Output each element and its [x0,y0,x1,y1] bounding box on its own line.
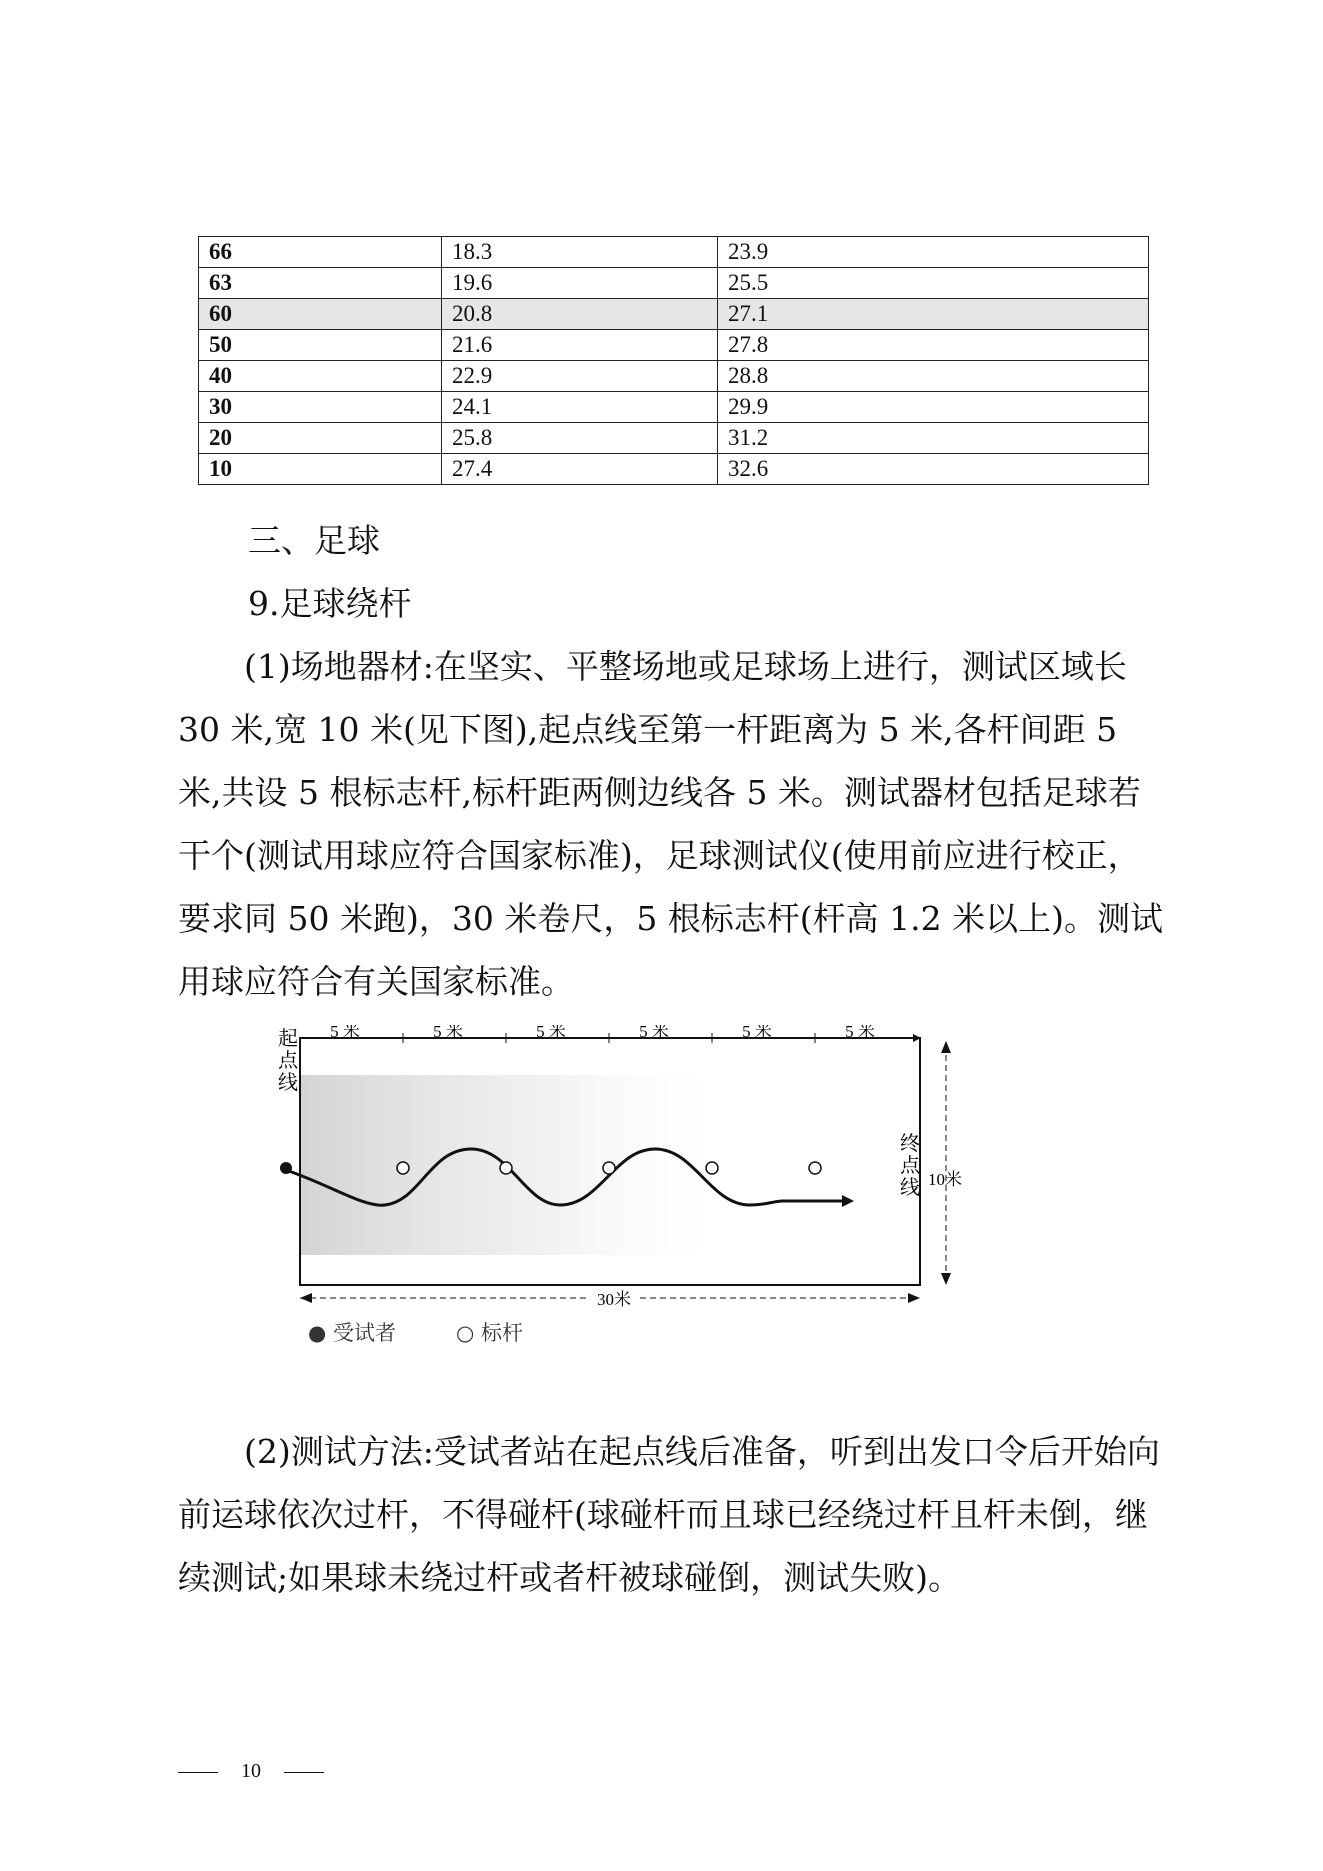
footer-dash-right: —— [284,1760,324,1782]
segment-label-5: 5 米 [742,1025,772,1041]
page-footer [178,1760,324,1783]
score-table [198,236,1149,485]
table-cell-score: 40 [199,361,442,392]
table-cell-b: 32.6 [718,454,1149,485]
table-row [199,299,1149,330]
table-cell-b: 25.5 [718,268,1149,299]
legend-testee [308,1317,396,1347]
table-row [199,237,1149,268]
table-row [199,423,1149,454]
table-cell-score: 63 [199,268,442,299]
pole-3 [603,1162,615,1174]
legend-pole-label: 标杆 [481,1321,524,1345]
segment-label-1: 5 米 [330,1025,360,1041]
table-row [199,361,1149,392]
table-cell-a: 24.1 [442,392,718,423]
table-cell-a: 22.9 [442,361,718,392]
table-cell-score: 66 [199,237,442,268]
item-heading: 9.足球绕杆 [248,584,412,623]
table-cell-score: 50 [199,330,442,361]
table-cell-b: 29.9 [718,392,1149,423]
table-row [199,392,1149,423]
table-cell-a: 18.3 [442,237,718,268]
table-cell-a: 27.4 [442,454,718,485]
table-cell-b: 27.8 [718,330,1149,361]
finish-line-label: 终点线 [900,1133,920,1199]
length-label: 30米 [597,1290,631,1309]
legend-testee-label: 受试者 [333,1321,397,1345]
segment-label-4: 5 米 [639,1025,669,1041]
legend-pole [456,1317,523,1347]
shaded-area [300,1075,730,1255]
test-method-paragraph: (2)测试方法:受试者站在起点线后准备，听到出发口令后开始向前运球依次过杆，不得碰杆(球碰杆而且球已经绕过杆且杆未倒，继续测试;如果球未绕过杆或者杆被球碰倒，测试失败)。 [178,1432,1160,1597]
table-row [199,268,1149,299]
table-cell-b: 23.9 [718,237,1149,268]
pole-2 [500,1162,512,1174]
page-number: 10 [241,1760,261,1782]
table-cell-a: 20.8 [442,299,718,330]
hollow-circle-icon: ○ [456,1321,475,1345]
footer-dash-left: —— [178,1760,218,1782]
table-cell-a: 25.8 [442,423,718,454]
table-row [199,330,1149,361]
table-cell-score: 60 [199,299,442,330]
filled-dot-icon: ● [308,1321,327,1345]
table-cell-b: 31.2 [718,423,1149,454]
pole-4 [706,1162,718,1174]
segment-label-3: 5 米 [536,1025,566,1041]
table-cell-score: 20 [199,423,442,454]
segment-label-2: 5 米 [433,1025,463,1041]
start-line-label: 起点线 [278,1028,298,1094]
venue-equipment-paragraph: (1)场地器材:在坚实、平整场地或足球场上进行，测试区域长 30 米,宽 10 米(见下图),起点线至第一杆距离为 5 米,各杆间距 5 米,共设 5 根标志杆,标杆距两侧边线各 5 米。测试器材包括足球若干个(测试用球应符合国家标准)，足球测试仪(使用前应进行校正，要求同 50 米跑)，30 米卷尺，5 根标志杆(杆高 1.2 米以上)。测试用球应符合有关国家标准。 [178,647,1164,1001]
width-label: 10米 [928,1170,962,1189]
table-row [199,454,1149,485]
pole-1 [397,1162,409,1174]
table-cell-b: 28.8 [718,361,1149,392]
table-cell-a: 21.6 [442,330,718,361]
testee-dot [280,1162,292,1174]
table-cell-b: 27.1 [718,299,1149,330]
table-cell-score: 30 [199,392,442,423]
table-cell-a: 19.6 [442,268,718,299]
table-cell-score: 10 [199,454,442,485]
pole-5 [809,1162,821,1174]
segment-label-6: 5 米 [845,1025,875,1041]
section-heading: 三、足球 [248,521,380,560]
course-diagram [270,1025,990,1329]
course-diagram-svg [270,1025,990,1325]
